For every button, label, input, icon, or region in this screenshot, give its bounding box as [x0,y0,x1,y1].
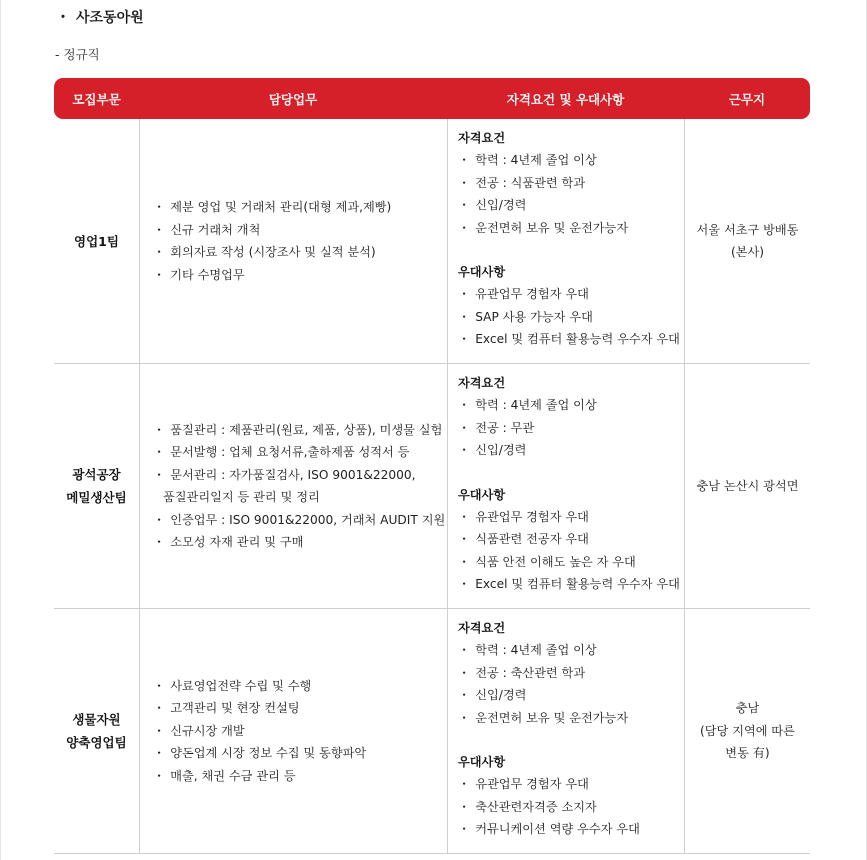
requirement-item [458,707,684,730]
bullet-icon: ・ [458,420,471,435]
requirement-text: 학력 : 4년제 졸업 이상 [475,643,597,657]
requirement-text: 신입/경력 [475,198,527,212]
requirement-item [458,662,684,685]
dept-line: 양축영업팀 [66,735,127,750]
duty-text: 인증업무 : ISO 9001&22000, 거래처 AUDIT 지원 [170,512,446,527]
preferences-title: 우대사항 [458,755,506,769]
duty-item [153,765,447,788]
requirement-text: 학력 : 4년제 졸업 이상 [475,398,597,412]
duty-item [153,196,447,219]
preference-text: 유관업무 경험자 우대 [475,509,589,524]
dept-line: 생물자원 [72,712,121,727]
duty-text: 품질관리 : 제품관리(원료, 제품, 상품), 미생물 실험 [170,422,443,437]
preference-text: 유관업무 경험자 우대 [475,287,589,301]
preference-text: 축산관련자격증 소지자 [475,799,597,814]
location-cell [684,609,810,853]
preference-item [458,551,684,574]
bullet-icon: ・ [458,577,471,591]
duty-text: 문서관리 : 자가품질검사, ISO 9001&22000, [170,467,416,482]
bullet-icon: ・ [458,332,471,346]
duties-cell [139,119,447,363]
preference-item [458,306,684,329]
requirement-text: 운전면허 보유 및 운전가능자 [475,710,629,725]
bullet-icon: ・ [458,643,471,657]
dept-line: 메밀생산팀 [66,490,127,505]
preferences-title: 우대사항 [458,487,506,502]
bullet-icon: ・ [458,198,471,212]
preference-item [458,528,684,551]
requirement-item [458,639,684,662]
header-dept: 모집부문 [72,91,121,107]
preference-item [458,573,684,596]
location-line: (담당 지역에 따른 [700,723,795,738]
table-row [54,609,810,854]
location-text [700,697,795,765]
requirement-text: 학력 : 4년제 졸업 이상 [475,153,597,167]
dept-name [74,230,119,253]
bullet-icon: ・ [458,665,471,680]
dept-line: 영업1팀 [74,233,119,249]
requirement-text: 신입/경력 [475,443,527,457]
duty-text: 매출, 채권 수금 관리 등 [170,768,296,783]
table-row [54,119,810,364]
bullet-icon: ・ [153,245,166,259]
preference-item [458,773,684,796]
location-line: 서울 서초구 방배동 [696,222,799,237]
bullet-icon: ・ [458,777,471,791]
bullet-icon: ・ [153,512,166,527]
spacer [458,462,684,484]
recruitment-table [54,78,810,854]
bullet-icon: ・ [56,10,70,26]
duty-text: 사료영업전략 수립 및 수행 [170,678,312,693]
duty-text: 제분 영업 및 거래처 관리(대형 제과,제빵) [170,200,392,214]
duty-text: 신규 거래처 개척 [170,222,261,237]
dept-cell [54,119,139,363]
location-text [697,219,799,264]
bullet-icon: ・ [153,746,166,761]
duty-item [153,441,447,464]
preference-text: 커뮤니케이션 역량 우수자 우대 [475,822,640,836]
preference-item [458,328,684,351]
requirements-title: 자격요건 [458,131,506,145]
requirement-text: 전공 : 무관 [475,420,535,435]
table-body [54,119,810,854]
header-location: 근무지 [728,91,766,107]
location-line: 변동 有) [725,746,770,761]
duty-text: 신규시장 개발 [170,723,245,738]
preference-text: 식품관련 전공자 우대 [475,532,589,546]
bullet-icon: ・ [458,398,471,412]
bullet-icon: ・ [153,422,166,437]
bullet-icon: ・ [458,532,471,546]
duty-item [153,219,447,242]
duty-item [153,464,447,487]
preference-item [458,506,684,529]
preference-text: 유관업무 경험자 우대 [475,777,589,791]
preference-text: Excel 및 컴퓨터 활용능력 우수자 우대 [475,577,680,591]
table-row [54,364,810,609]
bullet-icon: ・ [153,200,166,214]
requirement-item [458,172,684,195]
requirements-cell [447,119,684,363]
duty-item [153,531,447,554]
requirement-text: 전공 : 축산관련 학과 [475,665,586,680]
location-line: (본사) [730,245,765,259]
bullet-icon: ・ [153,768,166,783]
requirement-item [458,149,684,172]
requirement-text: 전공 : 식품관련 학과 [475,175,586,190]
employment-type: - 정규직 [55,47,100,62]
dept-cell [54,364,139,608]
duty-item [153,720,447,743]
duties-cell [139,364,447,608]
header-requirements: 자격요건 및 우대사항 [506,91,625,107]
requirement-item [458,439,684,462]
duty-text: 소모성 자재 관리 및 구매 [170,535,304,549]
duty-item [153,486,447,509]
bullet-icon: ・ [458,309,471,324]
requirements-title: 자격요건 [458,621,506,635]
bullet-icon: ・ [458,509,471,524]
bullet-icon: ・ [458,688,471,702]
bullet-icon: ・ [153,445,166,459]
spacer [458,239,684,261]
requirement-item [458,417,684,440]
preference-text: Excel 및 컴퓨터 활용능력 우수자 우대 [475,332,680,346]
bullet-icon: ・ [458,443,471,457]
duty-text: 고객관리 및 현장 컨설팅 [170,701,300,716]
requirements-cell [447,364,684,608]
bullet-icon: ・ [458,287,471,301]
bullet-icon: ・ [153,535,166,549]
preferences-title: 우대사항 [458,265,506,279]
bullet-icon: ・ [458,822,471,836]
company-name: 사조동아원 [76,10,144,26]
duty-text: 회의자료 작성 (시장조사 및 실적 분석) [170,245,376,259]
requirement-text: 운전면허 보유 및 운전가능자 [475,220,629,235]
duty-item [153,509,447,532]
header-duties: 담당업무 [268,91,318,107]
duty-text: 양돈업계 시장 정보 수집 및 동향파악 [170,746,367,761]
location-cell [684,119,810,363]
requirement-item [458,394,684,417]
duty-item [153,241,447,264]
dept-name [66,463,126,509]
requirement-text: 신입/경력 [475,688,527,702]
location-line: 충남 논산시 광석면 [696,478,799,493]
preference-item [458,818,684,841]
bullet-icon: ・ [458,153,471,167]
dept-cell [54,609,139,853]
left-border [0,0,1,860]
duty-item [153,264,447,287]
bullet-icon: ・ [458,554,471,569]
location-line: 충남 [735,701,760,716]
duty-item [153,697,447,720]
bullet-icon: ・ [153,723,166,738]
requirement-item [458,194,684,217]
bullet-icon: ・ [458,220,471,235]
bullet-icon: ・ [153,267,166,282]
bullet-icon: ・ [153,222,166,237]
duty-text: 문서발행 : 업체 요청서류,출하제품 성적서 등 [170,445,410,459]
dept-name [66,708,126,754]
bullet-icon: ・ [458,799,471,814]
spacer [458,729,684,751]
preference-item [458,283,684,306]
duty-item [153,675,447,698]
dept-line: 광석공장 [72,467,121,482]
requirement-item [458,684,684,707]
company-heading [56,7,144,27]
requirements-title: 자격요건 [458,376,506,390]
duty-text: 품질관리일지 등 관리 및 정리 [163,490,320,504]
preference-text: SAP 사용 가능자 우대 [475,309,593,324]
duties-cell [139,609,447,853]
bullet-icon: ・ [153,678,166,693]
location-cell [684,364,810,608]
requirement-item [458,217,684,240]
bullet-icon: ・ [458,175,471,190]
location-text [697,475,799,498]
bullet-icon: ・ [458,710,471,725]
preference-item [458,796,684,819]
preference-text: 식품 안전 이해도 높은 자 우대 [475,554,636,569]
bullet-icon: ・ [153,701,166,716]
duty-text: 기타 수명업무 [170,267,245,282]
table-header [54,78,810,119]
duty-item [153,742,447,765]
duty-item [153,419,447,442]
bullet-icon: ・ [153,467,166,482]
requirements-cell [447,609,684,853]
